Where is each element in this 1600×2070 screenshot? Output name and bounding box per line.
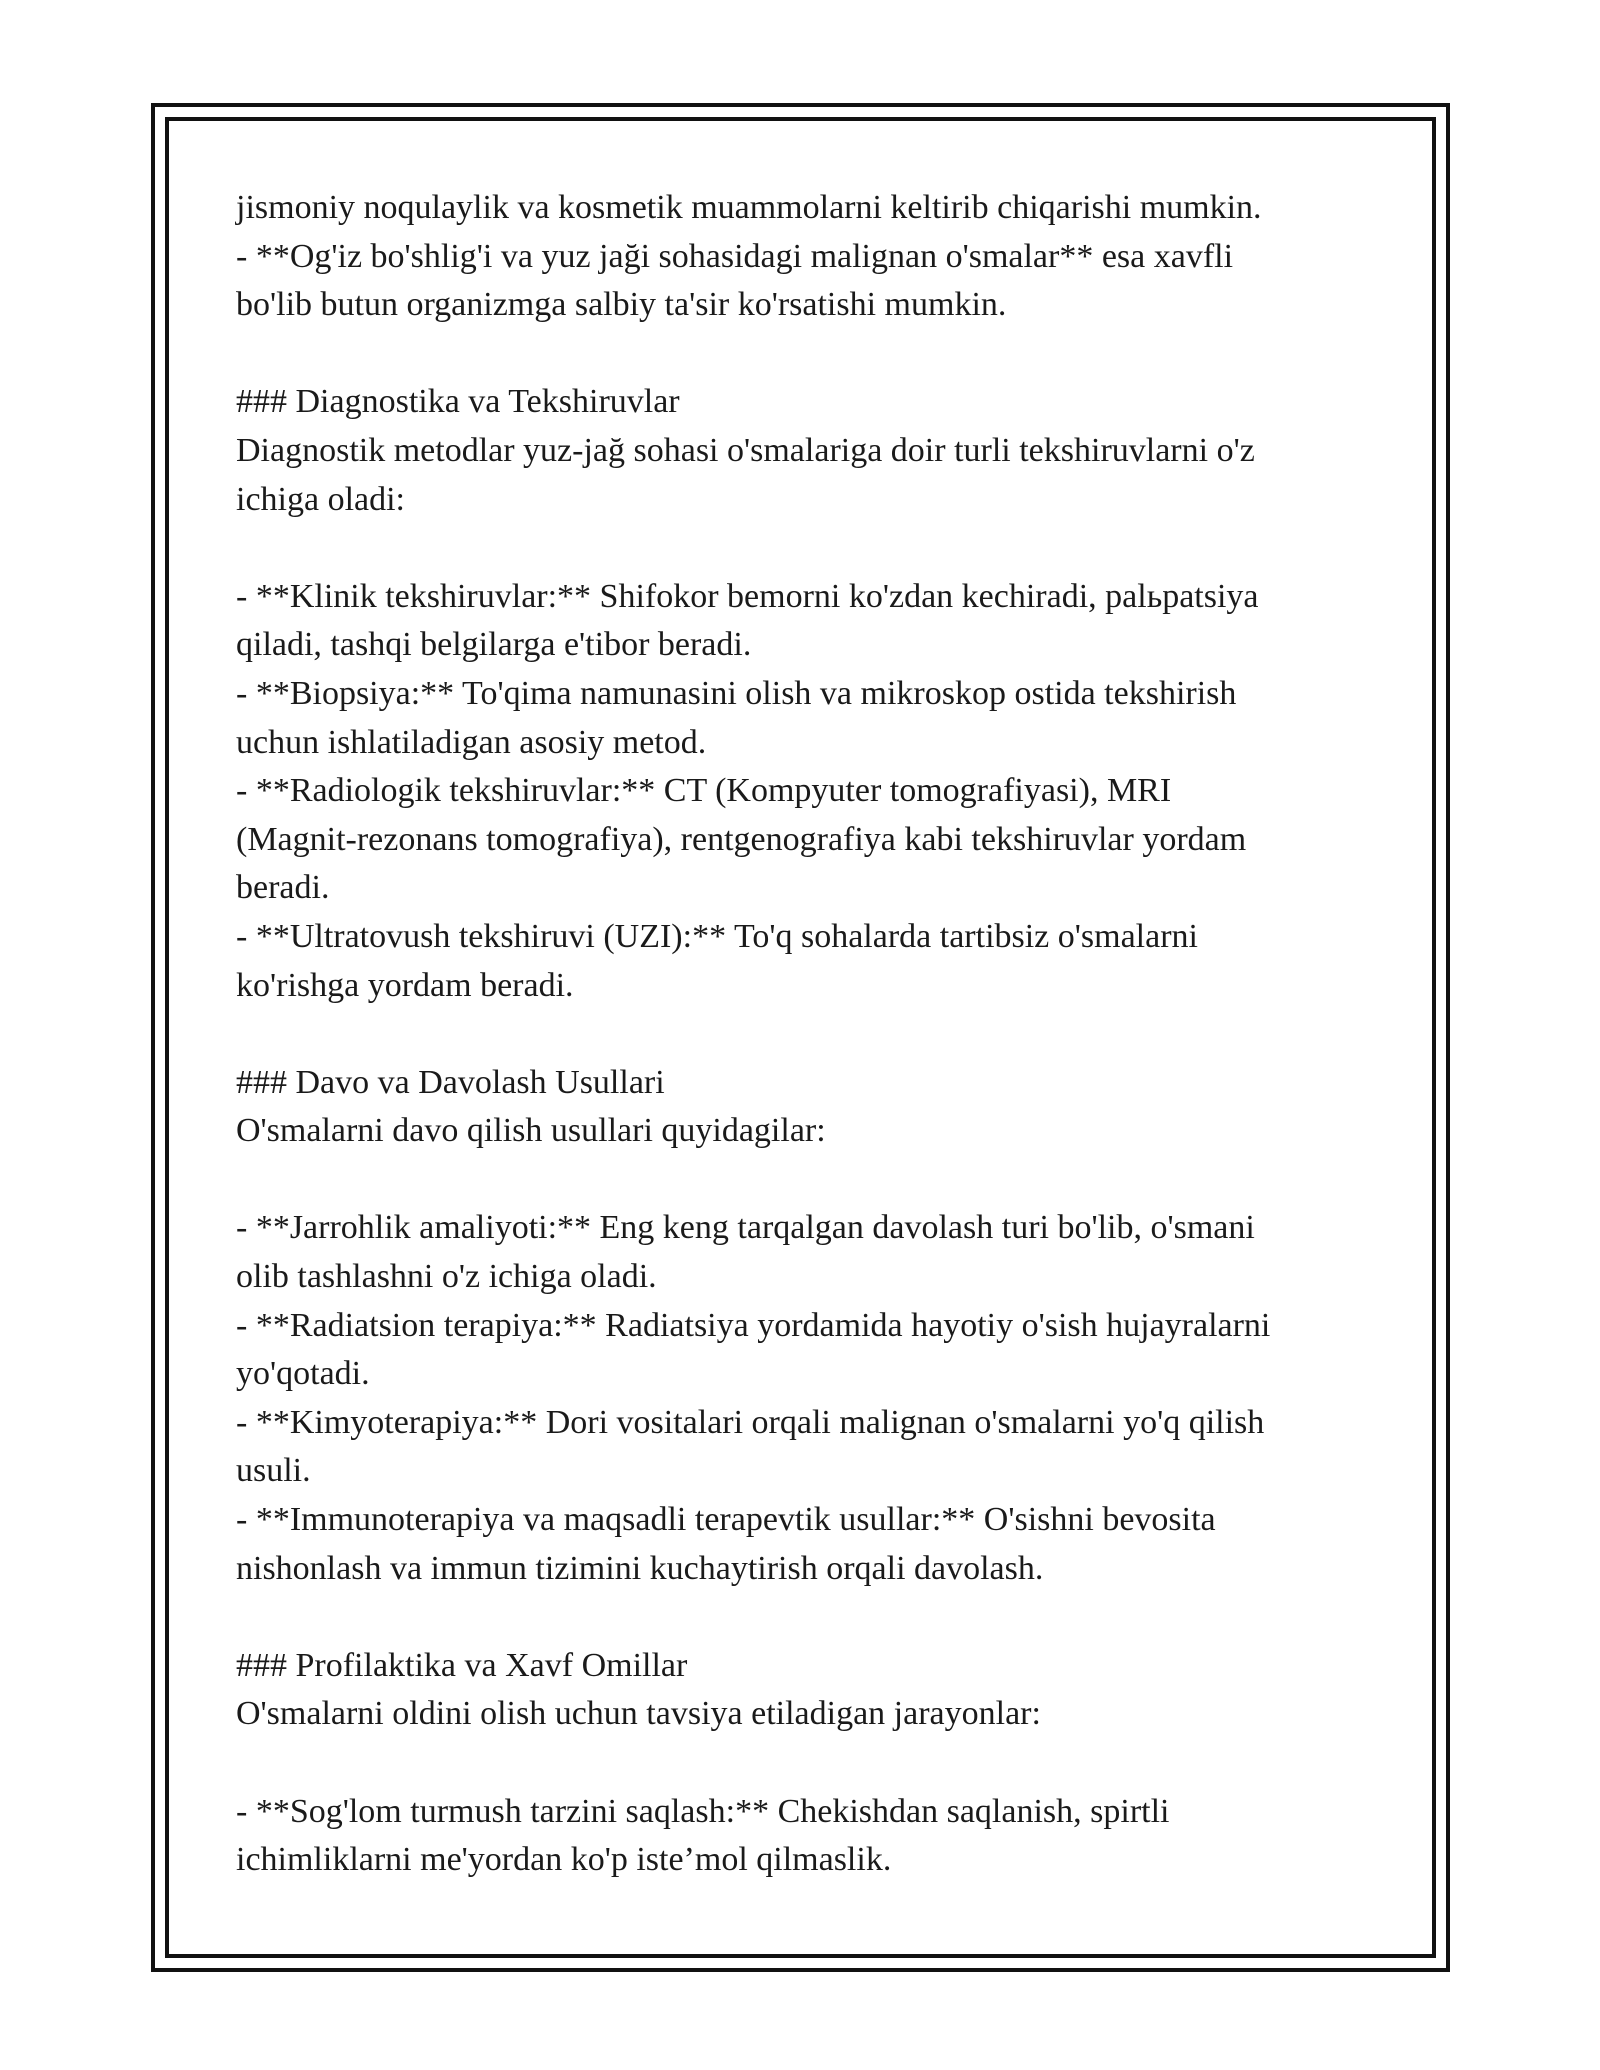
text-line: nishonlash va immun tizimini kuchaytirish orqali davolash.	[236, 1549, 1044, 1587]
text-line: ko'rishga yordam beradi.	[236, 966, 574, 1004]
blank-line	[236, 1739, 1361, 1788]
blank-line	[236, 524, 1361, 573]
blank-line	[236, 1156, 1361, 1205]
text-line: O'smalarni oldini olish uchun tavsiya etiladigan jarayonlar:	[236, 1695, 1041, 1733]
text-line: jismoniy noqulaylik va kosmetik muammolarni keltirib chiqarishi mumkin.	[236, 189, 1262, 226]
text-line: - **Og'iz bo'shlig'i va yuz jaği sohasidagi malignan o'smalar** esa xavfli	[236, 237, 1234, 275]
list-item: - **Radiologik tekshiruvlar:** CT (Kompyuter tomografiyasi), MRI	[236, 772, 1172, 810]
text-line: (Magnit-rezonans tomografiya), rentgenografiya kabi tekshiruvlar yordam	[236, 820, 1247, 858]
section-heading-profilaktika: ### Profilaktika va Xavf Omillar	[236, 1646, 688, 1684]
list-item: - **Radiatsion terapiya:** Radiatsiya yordamida hayotiy o'sish hujayralarni	[236, 1306, 1271, 1344]
list-item: - **Jarrohlik amaliyoti:** Eng keng tarqalgan davolash turi bo'lib, o'smani	[236, 1209, 1255, 1247]
text-line: bo'lib butun organizmga salbiy ta'sir ko'rsatishi mumkin.	[236, 286, 1007, 324]
blank-line	[236, 330, 1361, 379]
text-line: O'smalarni davo qilish usullari quyidagilar:	[236, 1112, 826, 1150]
list-item: - **Sog'lom turmush tarzini saqlash:** Chekishdan saqlanish, spirtli	[236, 1792, 1170, 1830]
section-heading-diagnostika: ### Diagnostika va Tekshiruvlar	[236, 383, 680, 421]
text-line: qiladi, tashqi belgilarga e'tibor beradi.	[236, 626, 752, 664]
text-line: usuli.	[236, 1452, 311, 1490]
list-item: - **Klinik tekshiruvlar:** Shifokor bemorni ko'zdan kechiradi, palьpatsiya	[236, 577, 1259, 615]
text-line: beradi.	[236, 869, 330, 907]
text-line: uchun ishlatiladigan asosiy metod.	[236, 723, 707, 761]
blank-line	[236, 1593, 1361, 1642]
text-line: ichimliklarni me'yordan ko'p iste’mol qilmaslik.	[236, 1841, 892, 1879]
list-item: - **Ultratovush tekshiruvi (UZI):** To'q sohalarda tartibsiz o'smalarni	[236, 917, 1198, 955]
document-body	[236, 184, 1361, 1885]
text-line: Diagnostik metodlar yuz-jağ sohasi o'smalariga doir turli tekshiruvlarni o'z	[236, 431, 1255, 469]
text-line: yo'qotadi.	[236, 1355, 370, 1393]
list-item: - **Biopsiya:** To'qima namunasini olish va mikroskop ostida tekshirish	[236, 674, 1237, 712]
list-item: - **Immunoterapiya va maqsadli terapevtik usullar:** O'sishni bevosita	[236, 1501, 1216, 1539]
blank-line	[236, 1010, 1361, 1059]
text-line: olib tashlashni o'z ichiga oladi.	[236, 1258, 657, 1296]
text-line: ichiga oladi:	[236, 480, 406, 518]
list-item: - **Kimyoterapiya:** Dori vositalari orqali malignan o'smalarni yo'q qilish	[236, 1403, 1265, 1441]
section-heading-davo: ### Davo va Davolash Usullari	[236, 1063, 665, 1101]
